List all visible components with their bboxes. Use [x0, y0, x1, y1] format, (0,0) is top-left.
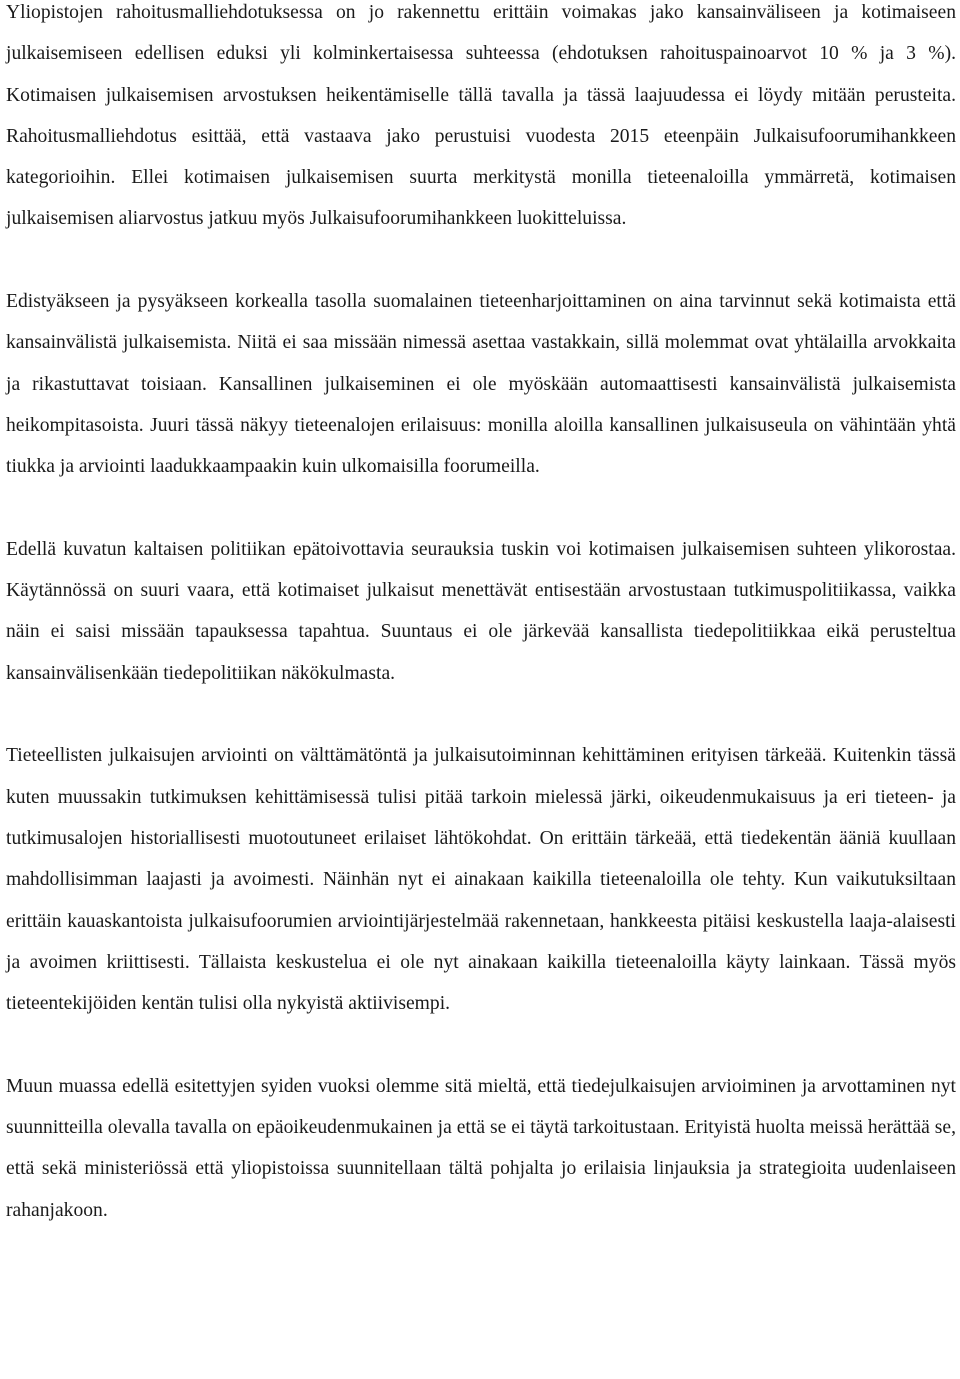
- paragraph-4: Tieteellisten julkaisujen arviointi on välttämätöntä ja julkaisutoiminnan kehittäminen erityisen tärkeää. Kuitenkin tässä kuten muussakin tutkimuksen kehittämisessä tulisi pitää tarkoin mielessä järki, oikeudenmukaisuus ja eri tieteen- ja tutkimusalojen historiallisesti muotoutuneet erilaiset lähtökohdat. On erittäin tärkeää, että tiedekentän ääniä kuullaan mahdollisimman laajasti ja avoimesti. Näinhän nyt ei ainakaan kaikilla tieteenaloilla ole tehty. Kun vaikutuksiltaan erittäin kauaskantoista julkaisufoorumien arviointijärjestelmää rakennetaan, hankkeesta pitäisi keskustella laaja-alaisesti ja avoimen kriittisesti. Tällaista keskustelua ei ole nyt ainakaan kaikilla tieteenaloilla käyty lainkaan. Tässä myös tieteentekijöiden kentän tulisi olla nykyistä aktiivisempi.: [6, 745, 956, 1015]
- paragraph-3: Edellä kuvatun kaltaisen politiikan epätoivottavia seurauksia tuskin voi kotimaisen julkaisemisen suhteen ylikorostaa. Käytännössä on suuri vaara, että kotimaiset julkaisut menettävät entisestään arvostustaan tutkimuspolitiikassa, vaikka näin ei saisi missään tapauksessa tapahtua. Suuntaus ei ole järkevää kansallista tiedepolitiikkaa eikä perusteltua kansainvälisenkään tiedepolitiikan näkökulmasta.: [6, 538, 956, 684]
- paragraph-5: Muun muassa edellä esitettyjen syiden vuoksi olemme sitä mieltä, että tiedejulkaisujen arvioiminen ja arvottaminen nyt suunnitteilla olevalla tavalla on epäoikeudenmukainen ja että se ei täytä tarkoitustaan. Erityistä huolta meissä herättää se, että sekä ministeriössä että yliopistoissa suunnitellaan tältä pohjalta jo erilaisia linjauksia ja strategioita uudenlaiseen rahanjakoon.: [6, 1075, 956, 1221]
- paragraph-2: Edistyäkseen ja pysyäkseen korkealla tasolla suomalainen tieteenharjoittaminen on aina tarvinnut sekä kotimaista että kansainvälistä julkaisemista. Niitä ei saa missään nimessä asettaa vastakkain, sillä molemmat ovat yhtälailla arvokkaita ja rikastuttavat toisiaan. Kansallinen julkaiseminen ei ole myöskään automaattisesti kansainvälistä julkaisemista heikompitasoista. Juuri tässä näkyy tieteenalojen erilaisuus: monilla aloilla kansallinen julkaisuseula on vähintään yhtä tiukka ja arviointi laadukkaampaakin kuin ulkomaisilla foorumeilla.: [6, 291, 956, 478]
- paragraph-1: Yliopistojen rahoitusmalliehdotuksessa on jo rakennettu erittäin voimakas jako kansainväliseen ja kotimaiseen julkaisemiseen edellisen eduksi yli kolminkertaisessa suhteessa (ehdotuksen rahoituspainoarvot 10 % ja 3 %). Kotimaisen julkaisemisen arvostuksen heikentämiselle tällä tavalla ja tässä laajuudessa ei löydy mitään perusteita. Rahoitusmalliehdotus esittää, että vastaava jako perustuisi vuodesta 2015 eteenpäin Julkaisufoorumihankkeen kategorioihin. Ellei kotimaisen julkaisemisen suurta merkitystä monilla tieteenaloilla ymmärretä, kotimaisen julkaisemisen aliarvostus jatkuu myös Julkaisufoorumihankkeen luokitteluissa.: [6, 2, 956, 230]
